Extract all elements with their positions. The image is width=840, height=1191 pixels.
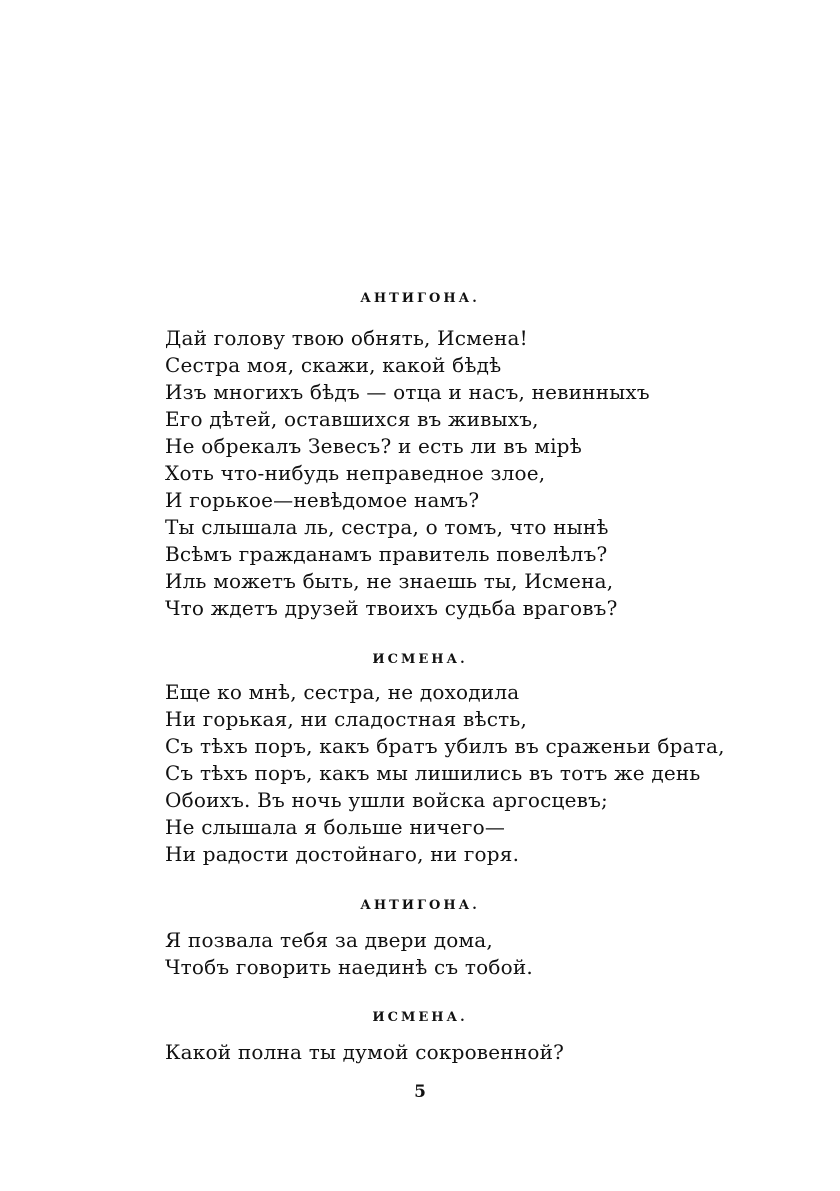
verse-block-1 [165, 325, 745, 622]
verse-line: Ни горькая, ни сладостная вѣсть, [165, 707, 528, 731]
verse-block-3 [165, 927, 745, 981]
verse-line: И горькое—невѣдомое намъ? [165, 488, 480, 512]
verse-line: Какой полна ты думой сокровенной? [165, 1040, 565, 1064]
verse-line: Ни радости достойнаго, ни горя. [165, 842, 520, 866]
verse-block-4 [165, 1039, 745, 1066]
page-number: 5 [414, 1082, 426, 1102]
speaker-heading-antigone-1: АНТИГОНА. [360, 291, 480, 306]
verse-line: Изъ многихъ бѣдъ — отца и насъ, невинныхъ [165, 380, 650, 404]
verse-line: Что ждетъ друзей твоихъ судьба враговъ? [165, 596, 618, 620]
verse-line: Его дѣтей, оставшихся въ живыхъ, [165, 407, 539, 431]
verse-line: Ты слышала ль, сестра, о томъ, что нынѣ [165, 515, 609, 539]
verse-line: Съ тѣхъ поръ, какъ братъ убилъ въ сраженьи брата, [165, 734, 725, 758]
verse-line: Я позвала тебя за двери дома, [165, 928, 493, 952]
verse-line: Обоихъ. Въ ночь ушли войска аргосцевъ; [165, 788, 608, 812]
verse-line: Сестра моя, скажи, какой бѣдѣ [165, 353, 502, 377]
verse-line: Не обрекалъ Зевесъ? и есть ли въ мірѣ [165, 434, 582, 458]
verse-line: Хоть что-нибудь неправедное злое, [165, 461, 546, 485]
verse-block-2 [165, 679, 745, 868]
verse-line: Не слышала я больше ничего— [165, 815, 506, 839]
verse-line: Всѣмъ гражданамъ правитель повелѣлъ? [165, 542, 608, 566]
speaker-heading-antigone-2: АНТИГОНА. [360, 898, 480, 913]
verse-line: Съ тѣхъ поръ, какъ мы лишились въ тотъ же день [165, 761, 701, 785]
verse-line: Дай голову твою обнять, Исмена! [165, 326, 528, 350]
speaker-heading-ismene-2: ИСМЕНА. [372, 1010, 468, 1025]
speaker-heading-ismene-1: ИСМЕНА. [372, 652, 468, 667]
verse-line: Чтобъ говорить наединѣ съ тобой. [165, 955, 533, 979]
verse-line: Иль можетъ быть, не знаешь ты, Исмена, [165, 569, 614, 593]
verse-line: Еще ко мнѣ, сестра, не доходила [165, 680, 520, 704]
